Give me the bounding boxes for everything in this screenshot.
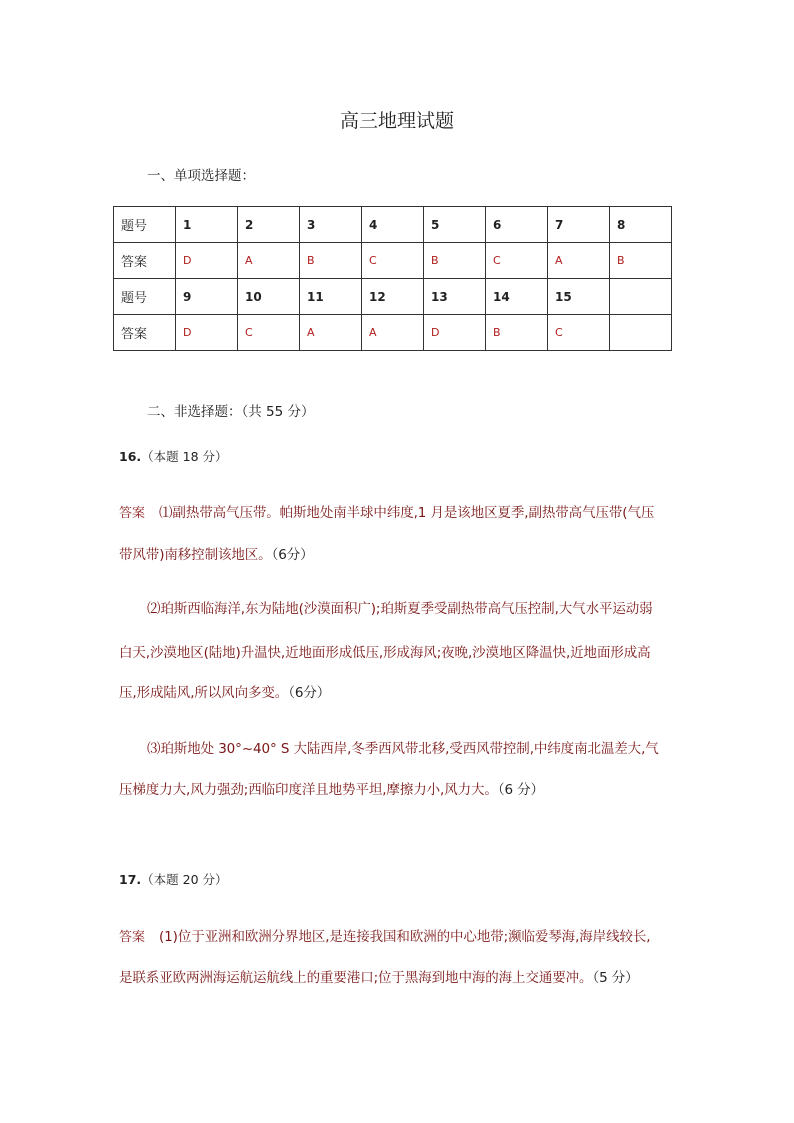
answer-cell: C [238, 315, 300, 351]
table-row [114, 207, 672, 243]
answer-text: ⑴副热带高气压带。帕斯地处南半球中纬度,1 月是该地区夏季,副热带高气压带(气压 [159, 505, 655, 521]
question-number: 3 [300, 207, 362, 243]
row-label: 题号 [114, 207, 176, 243]
answer-table [113, 206, 672, 351]
score-note: （6分） [288, 685, 331, 701]
question-points: （本题 18 分） [141, 449, 228, 464]
question-number: 2 [238, 207, 300, 243]
score-note: （6 分） [497, 782, 544, 798]
answer-text: 压,形成陆风,所以风向多变。 [119, 685, 289, 701]
question-number: 12 [362, 279, 424, 315]
question-number [610, 279, 672, 315]
answer-text: ⑶珀斯地处 30°~40° S 大陆西岸,冬季西风带北移,受西风带控制,中纬度南北温差大,气 [147, 741, 659, 757]
question-number: 7 [548, 207, 610, 243]
answer-text: 带风带)南移控制该地区。 [119, 547, 272, 563]
page-title: 高三地理试题 [339, 110, 454, 132]
q17-answer-line-1 [119, 925, 650, 945]
score-note: （6分） [271, 547, 314, 563]
q16-answer-para2-end [119, 681, 330, 701]
question-points: （本题 20 分） [141, 872, 228, 887]
question-number: 14 [486, 279, 548, 315]
answer-cell: D [424, 315, 486, 351]
section2-heading: 二、非选择题：（共 55 分） [147, 404, 315, 420]
q17-answer-line-2 [119, 966, 639, 986]
question-number: 6 [486, 207, 548, 243]
answer-text: ⑵珀斯西临海洋,东为陆地(沙漠面积广);珀斯夏季受副热带高气压控制,大气水平运动弱 [147, 601, 653, 617]
answer-cell: B [300, 243, 362, 279]
question-number: 15 [548, 279, 610, 315]
answer-cell: A [548, 243, 610, 279]
answer-cell: A [238, 243, 300, 279]
table-row [114, 279, 672, 315]
question-number: 5 [424, 207, 486, 243]
q16-answer-line-2 [119, 543, 314, 563]
answer-cell: B [486, 315, 548, 351]
score-note: （5 分） [592, 970, 639, 986]
answer-text: 白天,沙漠地区(陆地)升温快,近地面形成低压,形成海风;夜晚,沙漠地区降温快,近地面形成高 [119, 645, 651, 661]
question-number: 10 [238, 279, 300, 315]
answer-cell: A [300, 315, 362, 351]
q16-answer-line-1 [119, 501, 654, 521]
answer-cell: C [362, 243, 424, 279]
answer-cell: A [362, 315, 424, 351]
answer-label: 答案 [119, 506, 146, 521]
answer-cell: C [486, 243, 548, 279]
answer-cell: D [176, 315, 238, 351]
answer-cell [610, 315, 672, 351]
question-number: 9 [176, 279, 238, 315]
table-row [114, 243, 672, 279]
table-row [114, 315, 672, 351]
answer-cell: B [424, 243, 486, 279]
question-number: 13 [424, 279, 486, 315]
row-label: 题号 [114, 279, 176, 315]
row-label: 答案 [114, 243, 176, 279]
question-number: 17. [119, 872, 142, 887]
answer-text: 是联系亚欧两洲海运航运航线上的重要港口;位于黑海到地中海的海上交通要冲。 [119, 970, 593, 986]
question-number: 11 [300, 279, 362, 315]
section1-heading: 一、单项选择题： [147, 168, 255, 184]
question-number: 4 [362, 207, 424, 243]
answer-cell: D [176, 243, 238, 279]
question-number: 16. [119, 449, 142, 464]
q16-answer-para3-end [119, 778, 544, 798]
answer-cell: C [548, 315, 610, 351]
answer-label: 答案 [119, 930, 146, 945]
answer-text: 压梯度力大,风力强劲;西临印度洋且地势平坦,摩擦力小,风力大。 [119, 782, 498, 798]
question-number: 8 [610, 207, 672, 243]
row-label: 答案 [114, 315, 176, 351]
answer-cell: B [610, 243, 672, 279]
answer-text: (1)位于亚洲和欧洲分界地区,是连接我国和欧洲的中心地带;濒临爱琴海,海岸线较长, [159, 929, 651, 945]
question-number: 1 [176, 207, 238, 243]
question-16-header [119, 447, 228, 465]
question-17-header [119, 870, 228, 888]
